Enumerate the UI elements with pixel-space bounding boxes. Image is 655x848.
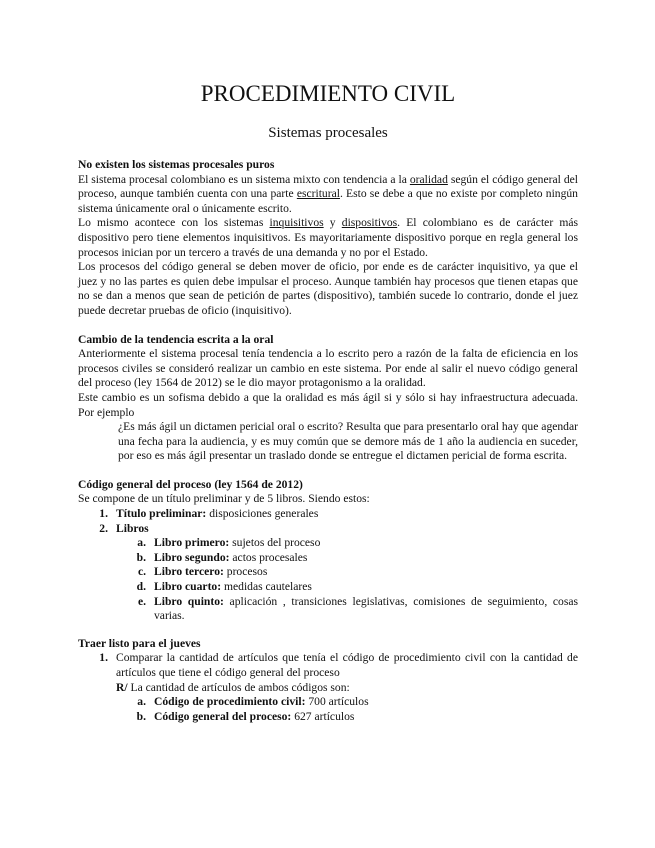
paragraph: Se compone de un título preliminar y de 5 libros. Siendo estos:	[78, 492, 370, 506]
list-desc: 627 artículos	[291, 709, 355, 723]
list-text: Comparar la cantidad de artículos que tenía el código de procedimiento civil con la cantidad de artículos que tiene el código general del proceso	[116, 651, 578, 679]
underlined-term: oralidad	[409, 172, 448, 186]
list-item	[78, 507, 578, 522]
section-sistemas-puros	[78, 158, 578, 319]
list-desc: sujetos del proceso	[229, 536, 321, 550]
list-letter: c.	[137, 565, 146, 579]
list-text	[154, 565, 267, 580]
paragraph	[78, 173, 578, 217]
list-number: 2.	[99, 521, 108, 535]
list-desc: actos procesales	[229, 550, 308, 564]
answer-line	[116, 681, 578, 696]
list-label: Libro primero:	[154, 536, 230, 550]
list-label: Libros	[116, 521, 149, 535]
list-letter: a.	[137, 695, 146, 709]
sub-list-item	[78, 551, 578, 566]
section-traer-listo	[78, 637, 578, 725]
list-desc: 700 artículos	[305, 695, 369, 709]
paragraph: Anteriormente el sistema procesal tenía tendencia a lo escrito pero a razón de la falta de eficiencia en los procesos civiles se consideró realizar un cambio en este sistema. Por ende al salir el nuevo código general del proceso (ley 1564 de 2012) se le dio mayor protagonismo a la oralidad.	[78, 347, 578, 390]
text-run: . Esto se debe a que no existe por completo ningún sistema únicamente oral o únicamente escrito.	[78, 187, 578, 215]
sub-list-item	[78, 580, 578, 595]
list-text	[154, 710, 354, 725]
paragraph	[78, 216, 578, 260]
section-cambio-tendencia	[78, 333, 578, 464]
underlined-term: inquisitivos	[269, 216, 324, 230]
list-text	[116, 507, 318, 522]
list-letter: a.	[137, 536, 146, 550]
list-text	[154, 580, 312, 595]
list-desc: disposiciones generales	[206, 507, 319, 521]
section-heading: Código general del proceso (ley 1564 de 2012)	[78, 477, 303, 491]
answer-text: La cantidad de artículos de ambos códigos son:	[127, 680, 350, 694]
text-run: Lo mismo acontece con los sistemas	[78, 216, 270, 230]
sub-list-item	[78, 710, 578, 725]
document-subtitle: Sistemas procesales	[268, 125, 388, 141]
section-heading: Cambio de la tendencia escrita a la oral	[78, 332, 274, 346]
list-letter: b.	[136, 709, 146, 723]
list-text	[154, 551, 307, 566]
list-label: Título preliminar:	[116, 507, 207, 521]
text-run: según el código general del proceso, aunque también cuenta con una parte	[78, 172, 578, 201]
list-text	[154, 695, 369, 710]
text-run: y	[323, 216, 342, 230]
list-item	[78, 651, 578, 680]
section-codigo-general	[78, 478, 578, 624]
list-label: Libro tercero:	[154, 565, 224, 579]
document-page	[78, 80, 578, 724]
paragraph: Los procesos del código general se deben mover de oficio, por ende es de carácter inquisitivo, ya que el juez y no las partes es quien debe impulsar el proceso. Aunque también hay procesos que tienen etapas que no se dan a menos que sean de petición de partes (dispositivo), también sucede lo contrario, donde el juez puede decretar pruebas de oficio (inquisitivo).	[78, 260, 578, 317]
example-quote: ¿Es más ágil un dictamen pericial oral o escrito? Resulta que para presentarlo oral hay que agendar una fecha para la audiencia, y es muy común que se demore más de 1 año la audiencia en suceder, por eso es más ágil presentar un traslado donde se entregue el dictamen pericial de forma escrita.	[118, 420, 578, 463]
sub-list-item	[78, 565, 578, 580]
list-letter: b.	[136, 550, 146, 564]
list-item	[78, 522, 578, 537]
document-title: PROCEDIMIENTO CIVIL	[200, 81, 456, 106]
answer-list	[78, 695, 578, 724]
answer-label: R/	[116, 680, 128, 694]
list-label: Libro segundo:	[154, 550, 230, 564]
list-number: 1.	[99, 507, 108, 521]
list-text	[154, 595, 578, 624]
sub-list-item	[78, 536, 578, 551]
list-desc: procesos	[223, 565, 268, 579]
homework-list	[78, 651, 578, 680]
underlined-term: escritural	[296, 187, 340, 201]
list-label: Código general del proceso:	[154, 709, 292, 723]
list-letter: e.	[137, 594, 146, 608]
list-number: 1.	[99, 651, 108, 665]
section-heading: Traer listo para el jueves	[78, 636, 201, 650]
sub-list-item	[78, 695, 578, 710]
text-run: . El colombiano es de carácter más dispositivo pero tiene elementos inquisitivos. Es mayoritariamente dispositivo porque en regla general los procesos inician por un tercero a través de una demanda y no por el Estado.	[78, 216, 579, 259]
list-label: Libro cuarto:	[154, 580, 222, 594]
text-run: El sistema procesal colombiano es un sistema mixto con tendencia a la	[78, 172, 410, 186]
list-text	[154, 536, 320, 551]
underlined-term: dispositivos	[341, 216, 398, 230]
list-label: Código de procedimiento civil:	[154, 695, 306, 709]
list-desc: aplicación , transiciones legislativas, comisiones de seguimiento, cosas varias.	[154, 594, 578, 623]
paragraph: Este cambio es un sofisma debido a que la oralidad es más ágil si y sólo si hay infraestructura adecuada. Por ejemplo	[78, 390, 578, 419]
list-label: Libro quinto:	[154, 594, 224, 608]
books-list	[78, 507, 578, 624]
section-heading: No existen los sistemas procesales puros	[78, 158, 275, 171]
list-letter: d.	[136, 580, 146, 594]
list-desc: medidas cautelares	[221, 580, 312, 594]
sub-list-item	[78, 595, 578, 624]
